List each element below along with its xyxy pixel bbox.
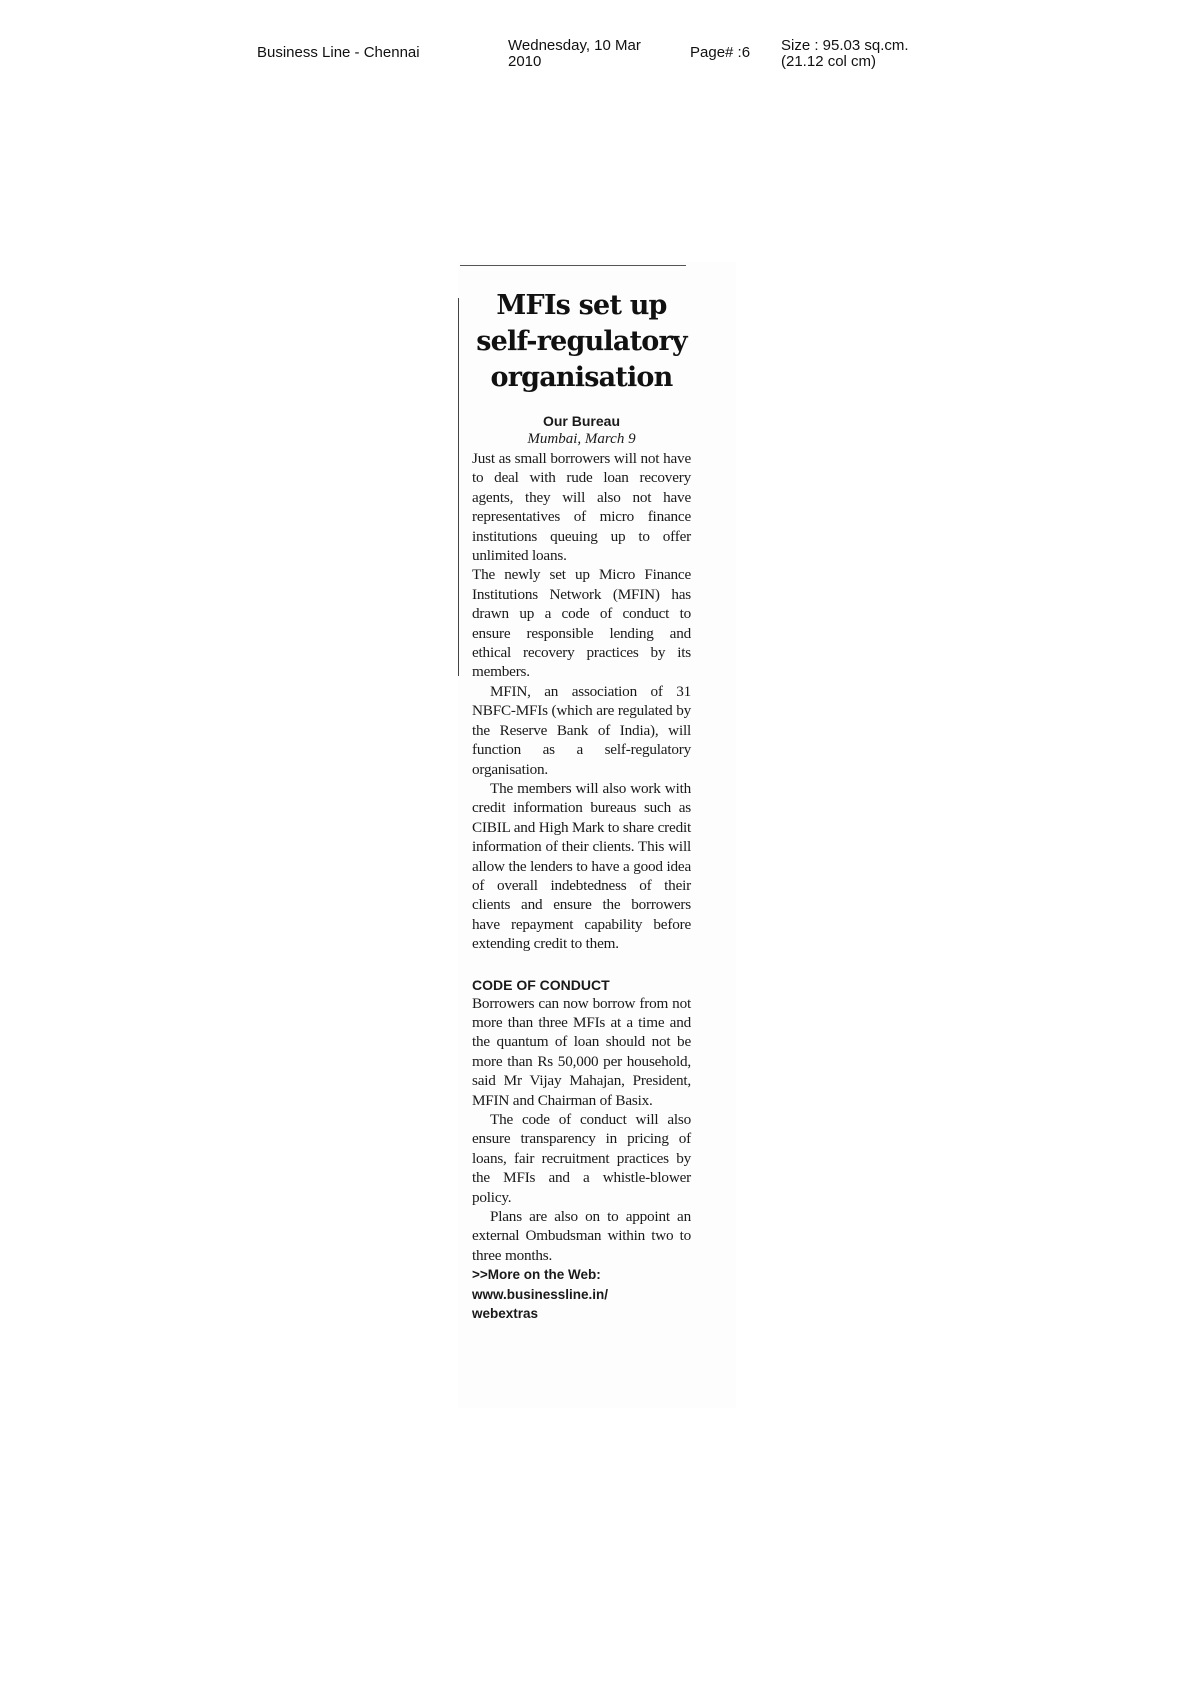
clipping-size: Size : 95.03 sq.cm. (21.12 col cm) (781, 37, 909, 70)
headline-line: MFIs set up (496, 290, 667, 321)
paragraph: The members will also work with credit information bureaus such as CIBIL and High Mark to share credit information of their clients. This will allow the lenders to have a good idea of overall indebtedness of their clients and ensure the borrowers have repayment capability before extending credit to them. (472, 779, 691, 953)
article (472, 288, 691, 1323)
web-url: webextras (472, 1306, 539, 1322)
article-body (472, 449, 691, 1323)
headline-line: organisation (490, 362, 673, 393)
byline: Our Bureau (542, 413, 620, 429)
web-reference (472, 1265, 691, 1323)
page-number: Page# :6 (690, 44, 751, 61)
web-url: www.businessline.in/ (472, 1286, 609, 1302)
paragraph: Plans are also on to appoint an external Ombudsman within two to three months. (472, 1208, 691, 1264)
subhead: CODE OF CONDUCT (472, 976, 610, 993)
paragraph: MFIN, an association of 31 NBFC-MFIs (which are regulated by the Reserve Bank of India), will function as a self-regulatory organisation. (472, 682, 691, 778)
publication-name: Business Line - Chennai (257, 44, 420, 61)
dateline: Mumbai, March 9 (527, 431, 636, 447)
paragraph: The code of conduct will also ensure transparency in pricing of loans, fair recruitment practices by the MFIs and a whistle-blower policy. (472, 1111, 691, 1206)
web-label: >>More on the Web: (472, 1267, 601, 1283)
paragraph: Borrowers can now borrow from not more than three MFIs at a time and the quantum of loan should not be more than Rs 50,000 per household, said Mr Vijay Mahajan, President, MFIN and Chairman of Basix. (472, 994, 691, 1109)
paragraph: Just as small borrowers will not have to deal with rude loan recovery agents, they will also not have representatives of micro finance institutions queuing up to offer unlimited loans. (472, 450, 691, 565)
publication-date: Wednesday, 10 Mar 2010 (508, 37, 641, 70)
headline-line: self-regulatory (476, 326, 687, 357)
headline (472, 288, 691, 396)
top-rule (460, 265, 686, 266)
side-rule (458, 298, 459, 676)
paragraph: The newly set up Micro Finance Institutions Network (MFIN) has drawn up a code of conduct to ensure responsible lending and ethical recovery practices by its members. (472, 566, 691, 681)
